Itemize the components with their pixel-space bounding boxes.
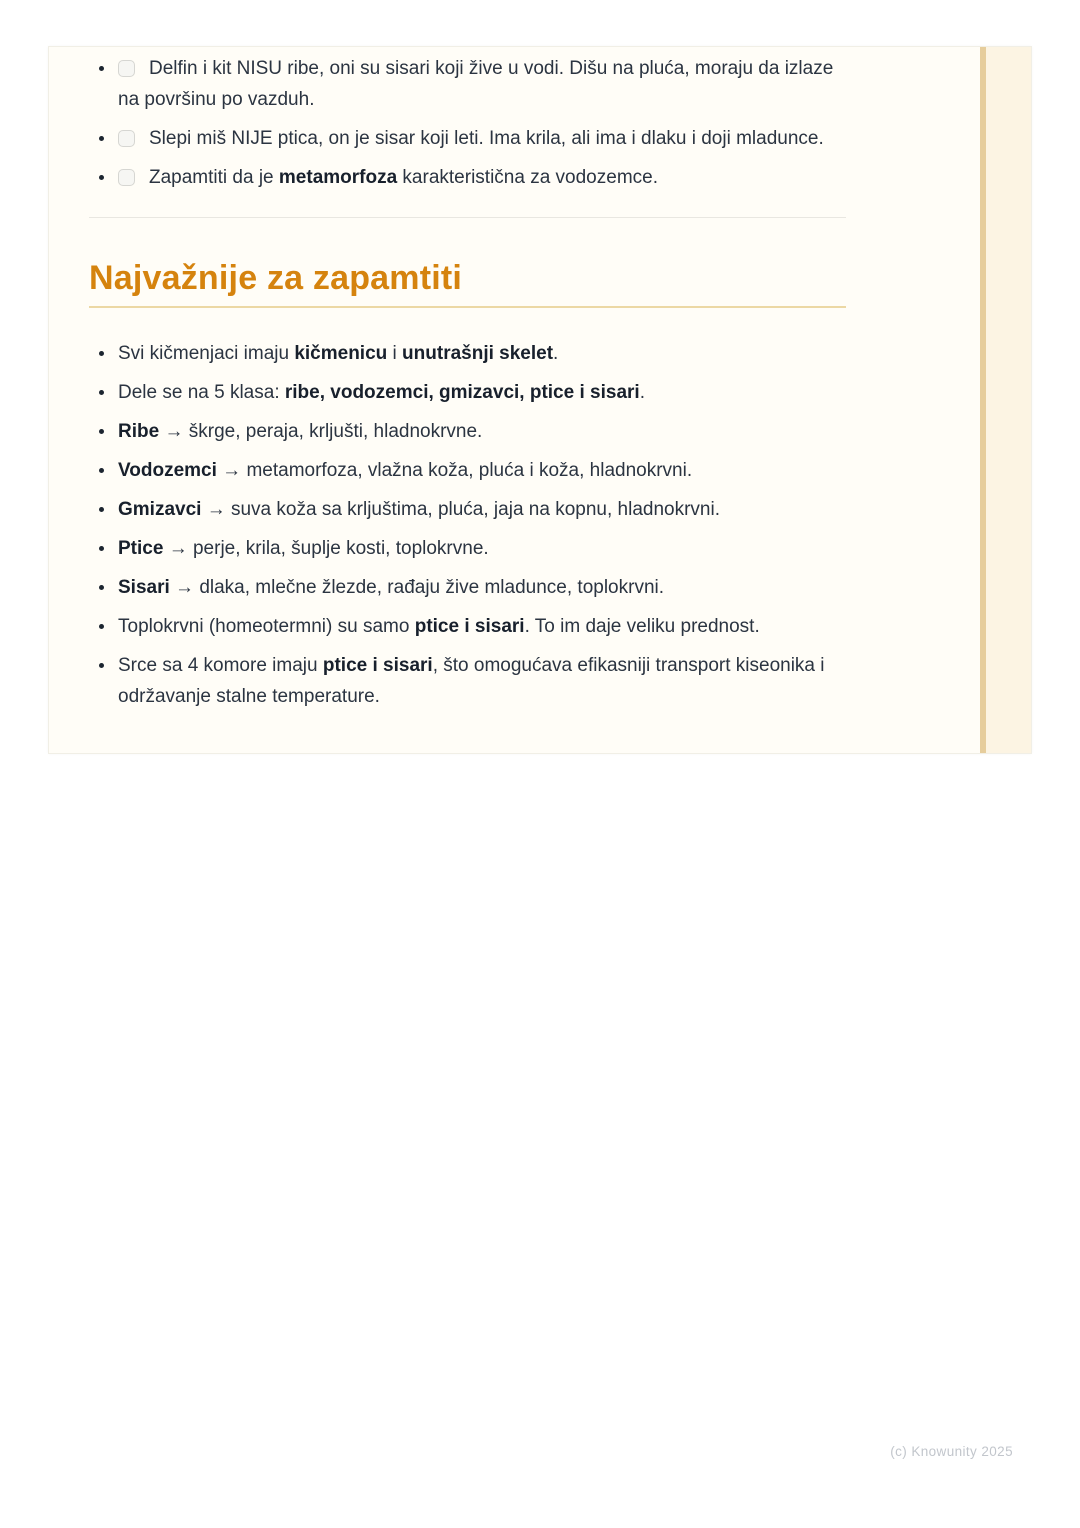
text-segment: Srce sa 4 komore imaju xyxy=(118,655,323,676)
text-segment: Toplokrvni (homeotermni) su samo xyxy=(118,616,415,637)
bold-text-segment: Sisari xyxy=(118,577,170,598)
list-item xyxy=(89,533,846,564)
list-item-text xyxy=(118,382,645,403)
bold-text-segment: Vodozemci xyxy=(118,460,217,481)
text-segment: Slepi miš NIJE ptica, on je sisar koji leti. Ima krila, ali ima i dlaku i doji mladunce. xyxy=(149,128,824,149)
bold-text-segment: ptice i sisari xyxy=(322,655,433,676)
checklist-item-text xyxy=(118,58,833,110)
list-item xyxy=(89,572,846,603)
checklist-item-text xyxy=(149,128,824,149)
checklist xyxy=(89,53,846,193)
section-title: Najvažnije za zapamtiti xyxy=(89,258,846,308)
text-segment: → suva koža sa krljuštima, pluća, jaja na kopnu, hladnokrvni. xyxy=(201,499,720,520)
text-segment: → škrge, peraja, krljušti, hladnokrvne. xyxy=(159,421,483,442)
text-segment: → perje, krila, šuplje kosti, toplokrvne. xyxy=(163,538,489,559)
list-item-text xyxy=(118,538,489,559)
list-item-text xyxy=(118,655,825,707)
list-item-text xyxy=(118,616,760,637)
section-divider xyxy=(89,217,846,218)
list-item-text xyxy=(118,421,482,442)
bold-text-segment: ribe, vodozemci, gmizavci, ptice i sisari xyxy=(284,382,640,403)
bold-text-segment: metamorfoza xyxy=(278,167,398,188)
bold-text-segment: ptice i sisari xyxy=(414,616,525,637)
bold-text-segment: Gmizavci xyxy=(118,499,202,520)
text-segment: Dele se na 5 klasa: xyxy=(118,382,285,403)
text-segment: Svi kičmenjaci imaju xyxy=(118,343,295,364)
text-segment: → dlaka, mlečne žlezde, rađaju žive mladunce, toplokrvni. xyxy=(169,577,665,598)
bold-text-segment: Ptice xyxy=(118,538,164,559)
bold-text-segment: Ribe xyxy=(118,421,160,442)
list-item xyxy=(89,494,846,525)
checkbox[interactable] xyxy=(118,130,135,147)
list-item-text xyxy=(118,343,558,364)
list-item xyxy=(89,338,846,369)
text-segment: Zapamtiti da je xyxy=(149,167,279,188)
text-segment: . xyxy=(639,382,645,403)
bold-text-segment: kičmenicu xyxy=(294,343,388,364)
copyright-notice: (c) Knowunity 2025 xyxy=(890,1444,1013,1459)
notebook-margin-stripe xyxy=(980,47,1031,753)
bold-text-segment: unutrašnji skelet xyxy=(402,343,554,364)
document-page xyxy=(48,46,1032,754)
list-item xyxy=(89,650,846,712)
list-item-text xyxy=(118,460,692,481)
checklist-item xyxy=(89,123,846,154)
checkbox[interactable] xyxy=(118,60,135,77)
list-item xyxy=(89,611,846,642)
checklist-item xyxy=(89,162,846,193)
text-segment: . xyxy=(553,343,559,364)
list-item xyxy=(89,455,846,486)
text-segment: → metamorfoza, vlažna koža, pluća i koža, hladnokrvni. xyxy=(216,460,693,481)
list-item-text xyxy=(118,577,664,598)
summary-bullet-list xyxy=(89,338,846,712)
text-segment: karakteristična za vodozemce. xyxy=(397,167,658,188)
text-segment: i xyxy=(387,343,403,364)
list-item-text xyxy=(118,499,720,520)
checklist-item xyxy=(89,53,846,115)
page-content xyxy=(89,53,846,720)
text-segment: . To im daje veliku prednost. xyxy=(524,616,760,637)
text-segment: , što omogućava efikasniji transport kiseonika i održavanje stalne temperature. xyxy=(118,655,825,707)
list-item xyxy=(89,416,846,447)
text-segment: Delfin i kit NISU ribe, oni su sisari koji žive u vodi. Dišu na pluća, moraju da izlaze na površinu po vazduh. xyxy=(118,58,834,110)
checklist-item-text xyxy=(149,167,658,188)
checkbox[interactable] xyxy=(118,169,135,186)
list-item xyxy=(89,377,846,408)
